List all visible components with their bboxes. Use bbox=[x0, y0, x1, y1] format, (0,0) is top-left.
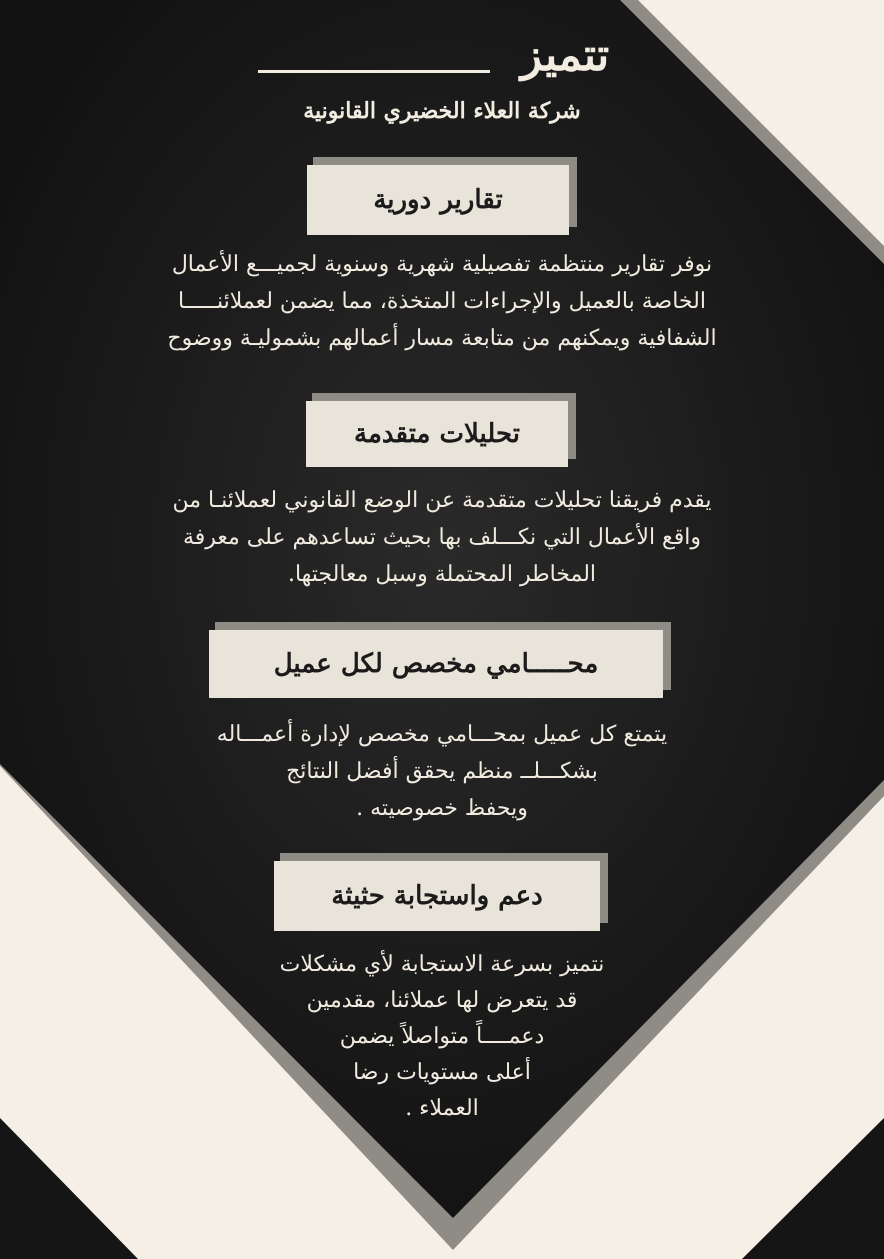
section-text-support-response bbox=[192, 947, 692, 1127]
text-line: أعلى مستويات رضا bbox=[353, 1060, 531, 1085]
text-line: يقدم فريقنا تحليلات متقدمة عن الوضع القانوني لعملائنـا من bbox=[172, 488, 712, 513]
section-text-periodic-reports bbox=[30, 246, 854, 357]
text-line: الشفافية ويمكنهم من متابعة مسار أعمالهم بشموليـة ووضوح bbox=[167, 326, 717, 351]
page-title: تتميز bbox=[520, 30, 610, 81]
section-badge-support-response bbox=[274, 853, 608, 931]
text-line: واقع الأعمال التي نكـــلف بها بحيث تساعدهم على معرفة bbox=[182, 525, 702, 550]
section-heading: محـــــامي مخصص لكل عميل bbox=[209, 630, 663, 698]
section-badge-advanced-analytics bbox=[306, 393, 576, 467]
text-line: الخاصة بالعميل والإجراءات المتخذة، مما يضمن لعملائنـــــا bbox=[178, 289, 706, 314]
text-line: دعمــــاً متواصلاً يضمن bbox=[339, 1024, 545, 1049]
text-line: نتميز بسرعة الاستجابة لأي مشكلات bbox=[279, 952, 605, 977]
text-line: نوفر تقارير منتظمة تفصيلية شهرية وسنوية لجميـــع الأعمال bbox=[171, 252, 713, 277]
section-heading: دعم واستجابة حثيثة bbox=[274, 861, 600, 931]
section-heading: تقارير دورية bbox=[307, 165, 569, 235]
text-line: قد يتعرض لها عملائنا، مقدمين bbox=[306, 988, 578, 1013]
section-text-advanced-analytics bbox=[30, 482, 854, 593]
text-line: العملاء . bbox=[405, 1096, 479, 1121]
section-text-dedicated-lawyer bbox=[92, 716, 792, 827]
text-line: بشكـــلــ منظم يحقق أفضل النتائج bbox=[286, 759, 598, 784]
text-line: المخاطر المحتملة وسبل معالجتها. bbox=[287, 562, 597, 587]
section-heading: تحليلات متقدمة bbox=[306, 401, 568, 467]
text-line: يتمتع كل عميل بمحـــامي مخصص لإدارة أعمـــاله bbox=[216, 722, 668, 747]
section-badge-dedicated-lawyer bbox=[209, 622, 671, 698]
text-line: ويحفظ خصوصيته . bbox=[356, 796, 528, 821]
title-underline bbox=[258, 70, 490, 73]
company-name: شركة العلاء الخضيري القانونية bbox=[303, 98, 581, 124]
section-badge-periodic-reports bbox=[307, 157, 577, 235]
